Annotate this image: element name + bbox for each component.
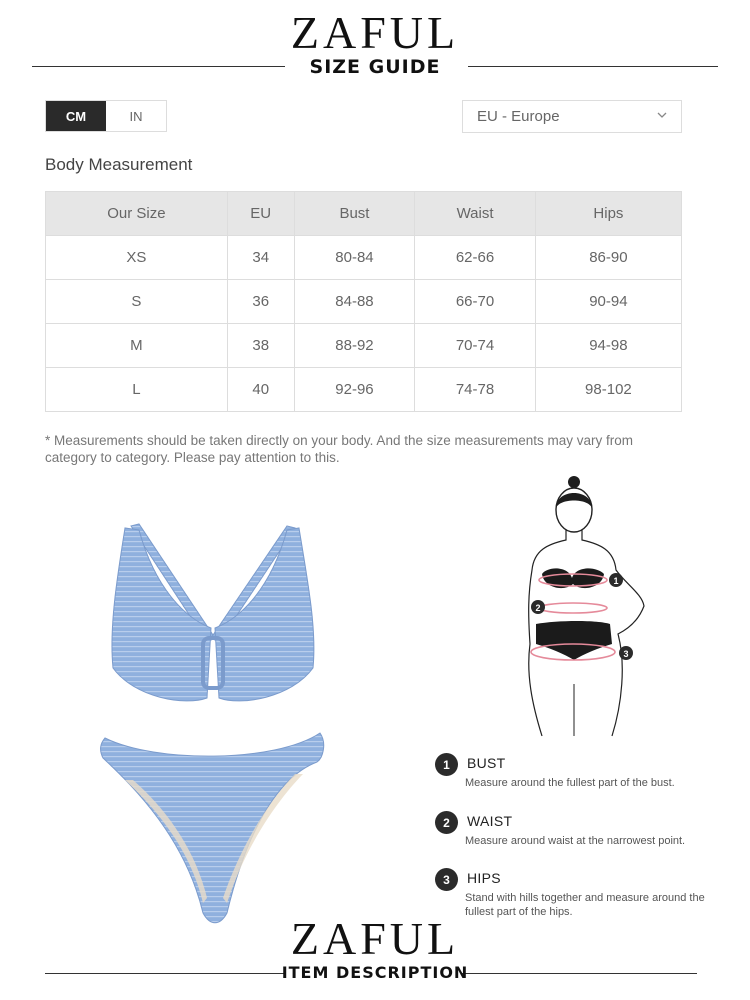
table-cell: S [46, 280, 228, 324]
number-badge: 1 [435, 753, 458, 776]
table-row [46, 280, 682, 324]
table-cell: 66-70 [415, 280, 536, 324]
table-cell: 36 [227, 280, 294, 324]
measurement-title: WAIST [467, 813, 513, 829]
body-measurement-figure [518, 474, 658, 739]
column-header: Our Size [46, 192, 228, 236]
bikini-product-image [95, 518, 335, 928]
column-header: EU [227, 192, 294, 236]
number-badge: 2 [435, 811, 458, 834]
table-cell: 38 [227, 324, 294, 368]
bust-marker [609, 573, 623, 587]
table-cell: 90-94 [535, 280, 681, 324]
svg-text:2: 2 [535, 603, 541, 613]
number-badge: 3 [435, 868, 458, 891]
table-cell: 88-92 [294, 324, 415, 368]
table-cell: 74-78 [415, 368, 536, 412]
chevron-down-icon [657, 110, 667, 120]
brand-logo-top: ZAFUL [290, 7, 460, 58]
table-cell: M [46, 324, 228, 368]
region-select-value: EU - Europe [477, 108, 560, 125]
table-row [46, 236, 682, 280]
table-cell: 40 [227, 368, 294, 412]
table-cell: 94-98 [535, 324, 681, 368]
measurement-hips-clip [430, 868, 730, 918]
column-header: Bust [294, 192, 415, 236]
table-cell: 86-90 [535, 236, 681, 280]
page-subtitle: SIZE GUIDE [309, 56, 441, 78]
measurement-note: * Measurements should be taken directly on your body. And the size measurements may vary from category to category. Please pay attention to this. [45, 433, 634, 465]
table-cell: 80-84 [294, 236, 415, 280]
column-header: Waist [415, 192, 536, 236]
measurement-description: Measure around waist at the narrowest point. [465, 835, 686, 847]
measurement-title: HIPS [467, 870, 501, 886]
unit-toggle [45, 100, 167, 132]
footer-subtitle: ITEM DESCRIPTION [281, 963, 469, 982]
measurement-description: Stand with hills together and measure around the fullest part of the hips. [465, 892, 705, 918]
unit-in-button[interactable]: IN [106, 101, 166, 131]
measurement-title: BUST [467, 755, 506, 771]
table-cell: L [46, 368, 228, 412]
brand-logo-bottom: ZAFUL [290, 913, 460, 964]
svg-text:3: 3 [623, 649, 629, 659]
table-cell: 34 [227, 236, 294, 280]
size-table [45, 191, 682, 412]
measurement-description: Measure around the fullest part of the bust. [465, 777, 675, 789]
table-cell: 98-102 [535, 368, 681, 412]
unit-cm-button[interactable]: CM [46, 101, 106, 131]
waist-marker [531, 600, 545, 614]
table-cell: XS [46, 236, 228, 280]
svg-text:1: 1 [613, 576, 619, 586]
table-cell: 84-88 [294, 280, 415, 324]
section-title: Body Measurement [45, 155, 193, 174]
table-cell: 92-96 [294, 368, 415, 412]
table-row [46, 324, 682, 368]
hips-marker [619, 646, 633, 660]
table-row [46, 368, 682, 412]
region-select[interactable] [462, 100, 682, 133]
table-cell: 70-74 [415, 324, 536, 368]
table-header-row [46, 192, 682, 236]
column-header: Hips [535, 192, 681, 236]
table-cell: 62-66 [415, 236, 536, 280]
